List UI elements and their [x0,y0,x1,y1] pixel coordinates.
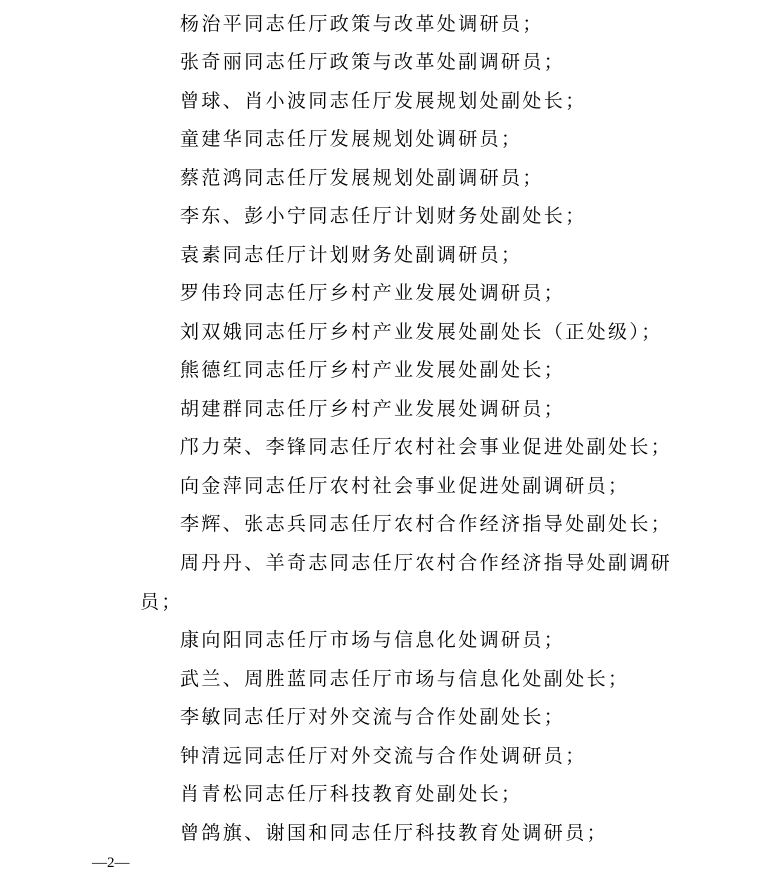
appointment-line: 邝力荣、李锋同志任厅农村社会事业促进处副处长； [180,436,673,458]
appointment-line: 胡建群同志任厅乡村产业发展处调研员； [180,398,566,420]
appointment-line: 熊德红同志任厅乡村产业发展处副处长； [180,359,566,381]
appointment-line: 张奇丽同志任厅政策与改革处副调研员； [180,51,566,73]
appointment-line: 肖青松同志任厅科技教育处副处长； [180,783,523,805]
appointment-line: 康向阳同志任厅市场与信息化处调研员； [180,629,566,651]
page-number: —2— [92,855,130,871]
appointment-line: 李辉、张志兵同志任厅农村合作经济指导处副处长； [180,513,673,535]
appointment-line: 曾球、肖小波同志任厅发展规划处副处长； [180,90,587,112]
appointment-line: 向金萍同志任厅农村社会事业促进处副调研员； [180,475,630,497]
appointment-line: 李东、彭小宁同志任厅计划财务处副处长； [180,205,587,227]
appointment-line: 杨治平同志任厅政策与改革处调研员； [180,13,544,35]
appointment-line: 蔡范鸿同志任厅发展规划处副调研员； [180,167,544,189]
appointment-line: 曾鸽旗、谢国和同志任厅科技教育处调研员； [180,822,609,844]
appointment-line: 钟清远同志任厅对外交流与合作处调研员； [180,745,587,767]
appointment-line-continuation: 员； [140,591,183,613]
appointment-line: 李敏同志任厅对外交流与合作处副处长； [180,706,566,728]
appointment-line: 武兰、周胜蓝同志任厅市场与信息化处副处长； [180,668,630,690]
appointment-line: 刘双娥同志任厅乡村产业发展处副处长（正处级）； [180,321,663,343]
appointment-line: 袁素同志任厅计划财务处副调研员； [180,244,523,266]
appointment-line: 罗伟玲同志任厅乡村产业发展处调研员； [180,282,566,304]
appointment-line: 周丹丹、羊奇志同志任厅农村合作经济指导处副调研 [180,552,673,574]
appointment-line: 童建华同志任厅发展规划处调研员； [180,128,523,150]
